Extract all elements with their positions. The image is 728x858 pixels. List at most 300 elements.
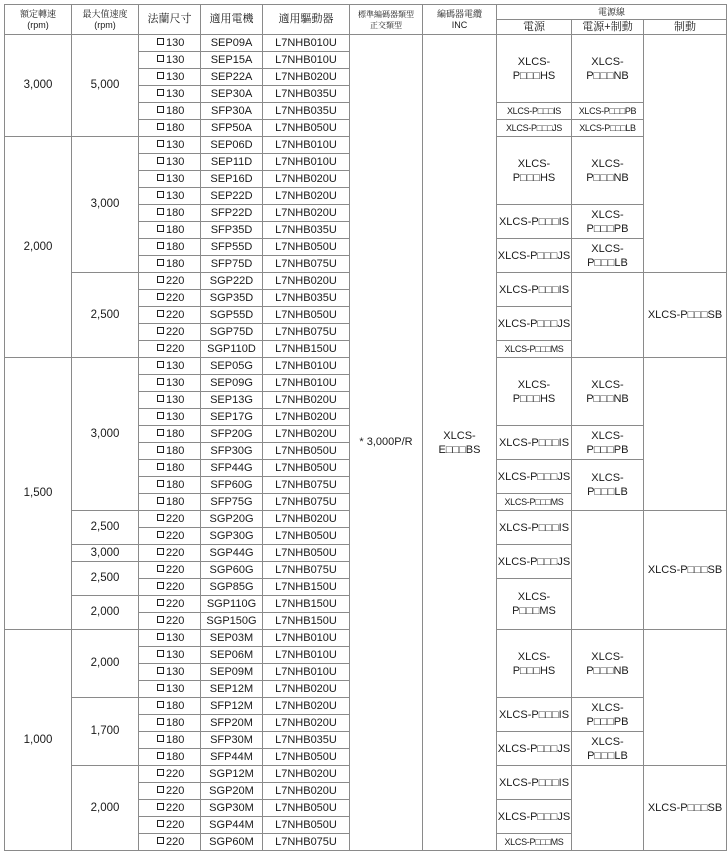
flange-value: 180 xyxy=(166,750,185,763)
flange-square-icon xyxy=(157,327,164,334)
flange-square-icon xyxy=(157,752,164,759)
motor-cell: SGP110D xyxy=(201,341,263,358)
power-cable-cell: XLCS-P□□□IS xyxy=(497,511,572,545)
flange-value: 130 xyxy=(166,87,185,100)
brake-cable-cell: XLCS-P□□□SB xyxy=(644,766,727,851)
flange-square-icon xyxy=(157,412,164,419)
flange-square-icon xyxy=(157,191,164,198)
driver-cell: L7NHB050U xyxy=(263,749,350,766)
flange-cell xyxy=(139,120,201,137)
flange-square-icon xyxy=(157,123,164,130)
flange-value: 130 xyxy=(166,172,185,185)
flange-cell xyxy=(139,834,201,851)
flange-square-icon xyxy=(157,174,164,181)
power-cable-cell: XLCS-P□□□MS xyxy=(497,341,572,358)
flange-square-icon xyxy=(157,650,164,657)
brake-cable-cell xyxy=(644,630,727,766)
flange-square-icon xyxy=(157,616,164,623)
flange-cell xyxy=(139,52,201,69)
driver-cell: L7NHB020U xyxy=(263,715,350,732)
flange-cell xyxy=(139,630,201,647)
flange-value: 130 xyxy=(166,648,185,661)
power-brake-cable-cell: XLCS-P□□□PB xyxy=(572,698,644,732)
brake-header: 制動 xyxy=(644,20,727,35)
flange-cell xyxy=(139,766,201,783)
flange-value: 220 xyxy=(166,291,185,304)
flange-value: 180 xyxy=(166,478,185,491)
flange-cell xyxy=(139,103,201,120)
driver-cell: L7NHB050U xyxy=(263,307,350,324)
flange-square-icon xyxy=(157,837,164,844)
power-cable-cell: XLCS-P□□□JS xyxy=(497,800,572,834)
flange-cell xyxy=(139,273,201,290)
driver-cell: L7NHB020U xyxy=(263,426,350,443)
flange-square-icon xyxy=(157,446,164,453)
flange-value: 180 xyxy=(166,427,185,440)
motor-cell: SEP12M xyxy=(201,681,263,698)
motor-cell: SFP30G xyxy=(201,443,263,460)
flange-cell xyxy=(139,137,201,154)
rated-speed-cell: 1,000 xyxy=(5,630,72,851)
flange-cell xyxy=(139,511,201,528)
power-cable-cell: XLCS-P□□□MS xyxy=(497,579,572,630)
flange-square-icon xyxy=(157,514,164,521)
motor-cell: SGP12M xyxy=(201,766,263,783)
flange-value: 180 xyxy=(166,461,185,474)
motor-cell: SFP22D xyxy=(201,205,263,222)
max-speed-cell: 2,500 xyxy=(72,511,139,545)
driver-cell: L7NHB010U xyxy=(263,664,350,681)
driver-cell: L7NHB010U xyxy=(263,35,350,52)
flange-square-icon xyxy=(157,684,164,691)
flange-value: 180 xyxy=(166,495,185,508)
max-speed-cell: 2,500 xyxy=(72,273,139,358)
motor-cell: SEP09A xyxy=(201,35,263,52)
max-speed-unit: (rpm) xyxy=(94,19,116,30)
power-brake-cable-cell: XLCS-P□□□NB xyxy=(572,137,644,205)
flange-value: 180 xyxy=(166,733,185,746)
motor-cell: SGP22D xyxy=(201,273,263,290)
flange-square-icon xyxy=(157,395,164,402)
power-cable-cell: XLCS-P□□□JS xyxy=(497,120,572,137)
flange-value: 180 xyxy=(166,104,185,117)
driver-cell: L7NHB075U xyxy=(263,477,350,494)
flange-value: 130 xyxy=(166,189,185,202)
max-speed-cell: 2,000 xyxy=(72,630,139,698)
driver-cell: L7NHB020U xyxy=(263,766,350,783)
motor-cell: SEP13G xyxy=(201,392,263,409)
motor-cell: SGP60M xyxy=(201,834,263,851)
power-cable-cell: XLCS-P□□□IS xyxy=(497,205,572,239)
flange-value: 180 xyxy=(166,444,185,457)
driver-cell: L7NHB010U xyxy=(263,52,350,69)
flange-square-icon xyxy=(157,72,164,79)
driver-cell: L7NHB020U xyxy=(263,698,350,715)
power-cable-cell: XLCS-P□□□JS xyxy=(497,239,572,273)
flange-value: 220 xyxy=(166,767,185,780)
driver-cell: L7NHB020U xyxy=(263,205,350,222)
driver-cell: L7NHB010U xyxy=(263,647,350,664)
flange-cell xyxy=(139,545,201,562)
motor-cell: SGP75D xyxy=(201,324,263,341)
flange-square-icon xyxy=(157,344,164,351)
flange-value: 220 xyxy=(166,597,185,610)
motor-cell: SGP55D xyxy=(201,307,263,324)
rated-speed-cell: 1,500 xyxy=(5,358,72,630)
flange-square-icon xyxy=(157,531,164,538)
power-cable-cell: XLCS-P□□□HS xyxy=(497,137,572,205)
max-speed-cell: 5,000 xyxy=(72,35,139,137)
flange-value: 180 xyxy=(166,716,185,729)
power-brake-cable-cell xyxy=(572,273,644,358)
driver-cell: L7NHB020U xyxy=(263,69,350,86)
flange-square-icon xyxy=(157,548,164,555)
motor-cell: SEP16D xyxy=(201,171,263,188)
power-cable-header: 電源線 xyxy=(497,5,727,20)
flange-cell xyxy=(139,256,201,273)
flange-cell xyxy=(139,307,201,324)
rated-speed-header xyxy=(5,5,72,35)
flange-cell xyxy=(139,596,201,613)
driver-cell: L7NHB050U xyxy=(263,120,350,137)
flange-cell xyxy=(139,494,201,511)
power-brake-cable-cell: XLCS-P□□□NB xyxy=(572,35,644,103)
power-cable-cell: XLCS-P□□□JS xyxy=(497,545,572,579)
flange-cell xyxy=(139,69,201,86)
motor-cell: SGP30M xyxy=(201,800,263,817)
flange-value: 220 xyxy=(166,325,185,338)
driver-cell: L7NHB075U xyxy=(263,562,350,579)
power-brake-header: 電源+制動 xyxy=(572,20,644,35)
flange-value: 130 xyxy=(166,155,185,168)
flange-value: 130 xyxy=(166,53,185,66)
driver-cell: L7NHB020U xyxy=(263,273,350,290)
rated-speed-cell: 3,000 xyxy=(5,35,72,137)
motor-cell: SFP30M xyxy=(201,732,263,749)
power-cable-cell: XLCS-P□□□IS xyxy=(497,273,572,307)
flange-square-icon xyxy=(157,225,164,232)
flange-square-icon xyxy=(157,242,164,249)
driver-cell: L7NHB035U xyxy=(263,290,350,307)
flange-square-icon xyxy=(157,497,164,504)
motor-cell: SEP09G xyxy=(201,375,263,392)
driver-cell: L7NHB010U xyxy=(263,630,350,647)
flange-square-icon xyxy=(157,361,164,368)
brake-cable-cell xyxy=(644,358,727,511)
flange-square-icon xyxy=(157,565,164,572)
power-cable-cell: XLCS-P□□□JS xyxy=(497,732,572,766)
flange-value: 180 xyxy=(166,206,185,219)
encoder-cable-sublabel: INC xyxy=(451,19,468,30)
brake-cable-cell: XLCS-P□□□SB xyxy=(644,511,727,630)
flange-square-icon xyxy=(157,429,164,436)
driver-cell: L7NHB010U xyxy=(263,137,350,154)
flange-cell xyxy=(139,800,201,817)
motor-cell: SEP06D xyxy=(201,137,263,154)
motor-cell: SFP75D xyxy=(201,256,263,273)
power-cable-cell: XLCS-P□□□MS xyxy=(497,494,572,511)
flange-value: 130 xyxy=(166,393,185,406)
flange-square-icon xyxy=(157,89,164,96)
flange-cell xyxy=(139,426,201,443)
flange-square-icon xyxy=(157,38,164,45)
flange-cell xyxy=(139,460,201,477)
driver-cell: L7NHB150U xyxy=(263,341,350,358)
motor-cell: SFP44M xyxy=(201,749,263,766)
motor-cell: SGP35D xyxy=(201,290,263,307)
driver-cell: L7NHB020U xyxy=(263,188,350,205)
driver-cell: L7NHB150U xyxy=(263,596,350,613)
motor-cell: SFP20M xyxy=(201,715,263,732)
flange-cell xyxy=(139,341,201,358)
motor-header: 適用電機 xyxy=(201,5,263,35)
flange-cell xyxy=(139,579,201,596)
driver-cell: L7NHB075U xyxy=(263,834,350,851)
encoder-type-label: 標準編碼器類型 xyxy=(358,9,414,19)
motor-cell: SEP17G xyxy=(201,409,263,426)
power-cable-cell: XLCS-P□□□JS xyxy=(497,307,572,341)
motor-cell: SGP85G xyxy=(201,579,263,596)
max-speed-cell: 3,000 xyxy=(72,545,139,562)
flange-value: 220 xyxy=(166,563,185,576)
flange-cell xyxy=(139,749,201,766)
flange-square-icon xyxy=(157,735,164,742)
power-cable-cell: XLCS-P□□□HS xyxy=(497,358,572,426)
flange-value: 130 xyxy=(166,359,185,372)
flange-square-icon xyxy=(157,293,164,300)
driver-cell: L7NHB020U xyxy=(263,409,350,426)
flange-value: 220 xyxy=(166,274,185,287)
power-cable-cell: XLCS-P□□□IS xyxy=(497,766,572,800)
flange-value: 180 xyxy=(166,240,185,253)
encoder-type-sublabel: 正交類型 xyxy=(370,20,402,30)
flange-square-icon xyxy=(157,769,164,776)
flange-cell xyxy=(139,443,201,460)
power-brake-cable-cell: XLCS-P□□□LB xyxy=(572,732,644,766)
flange-value: 220 xyxy=(166,308,185,321)
max-speed-label: 最大值速度 xyxy=(82,8,128,19)
flange-cell xyxy=(139,290,201,307)
max-speed-cell: 2,000 xyxy=(72,766,139,851)
flange-value: 130 xyxy=(166,665,185,678)
driver-cell: L7NHB075U xyxy=(263,324,350,341)
driver-cell: L7NHB010U xyxy=(263,358,350,375)
flange-cell xyxy=(139,528,201,545)
power-cable-cell: XLCS-P□□□MS xyxy=(497,834,572,851)
power-brake-cable-cell: XLCS-P□□□PB xyxy=(572,426,644,460)
flange-square-icon xyxy=(157,480,164,487)
encoder-cable-cell: XLCS-E□□□BS xyxy=(423,35,497,851)
flange-cell xyxy=(139,681,201,698)
flange-cell xyxy=(139,358,201,375)
flange-square-icon xyxy=(157,157,164,164)
flange-cell xyxy=(139,562,201,579)
driver-cell: L7NHB035U xyxy=(263,86,350,103)
flange-cell xyxy=(139,222,201,239)
max-speed-cell: 2,000 xyxy=(72,596,139,630)
power-brake-cable-cell: XLCS-P□□□LB xyxy=(572,120,644,137)
table-row xyxy=(5,35,727,52)
driver-cell: L7NHB050U xyxy=(263,545,350,562)
motor-cell: SGP20G xyxy=(201,511,263,528)
flange-cell xyxy=(139,698,201,715)
driver-cell: L7NHB020U xyxy=(263,511,350,528)
flange-value: 220 xyxy=(166,801,185,814)
flange-square-icon xyxy=(157,140,164,147)
flange-value: 130 xyxy=(166,70,185,83)
power-brake-cable-cell xyxy=(572,511,644,630)
brake-cable-cell: XLCS-P□□□SB xyxy=(644,273,727,358)
flange-value: 130 xyxy=(166,631,185,644)
flange-square-icon xyxy=(157,106,164,113)
driver-cell: L7NHB050U xyxy=(263,817,350,834)
flange-cell xyxy=(139,171,201,188)
driver-cell: L7NHB150U xyxy=(263,579,350,596)
flange-value: 130 xyxy=(166,376,185,389)
motor-cell: SGP110G xyxy=(201,596,263,613)
flange-square-icon xyxy=(157,55,164,62)
flange-value: 220 xyxy=(166,835,185,848)
encoder-type-header xyxy=(350,5,423,35)
flange-cell xyxy=(139,613,201,630)
motor-cell: SEP15A xyxy=(201,52,263,69)
motor-cell: SGP44M xyxy=(201,817,263,834)
driver-cell: L7NHB010U xyxy=(263,375,350,392)
power-brake-cable-cell: XLCS-P□□□NB xyxy=(572,358,644,426)
flange-value: 130 xyxy=(166,410,185,423)
flange-cell xyxy=(139,477,201,494)
driver-cell: L7NHB075U xyxy=(263,256,350,273)
flange-square-icon xyxy=(157,599,164,606)
driver-cell: L7NHB020U xyxy=(263,783,350,800)
power-header: 電源 xyxy=(497,20,572,35)
flange-value: 180 xyxy=(166,223,185,236)
flange-square-icon xyxy=(157,310,164,317)
flange-value: 220 xyxy=(166,546,185,559)
power-cable-cell: XLCS-P□□□JS xyxy=(497,460,572,494)
flange-square-icon xyxy=(157,208,164,215)
driver-cell: L7NHB050U xyxy=(263,239,350,256)
flange-square-icon xyxy=(157,667,164,674)
encoder-cable-label: 編碼器電纜 xyxy=(436,8,482,19)
motor-cable-spec-table xyxy=(4,4,727,851)
power-cable-cell: XLCS-P□□□IS xyxy=(497,426,572,460)
flange-value: 220 xyxy=(166,614,185,627)
spec-table-body xyxy=(5,5,727,851)
flange-square-icon xyxy=(157,718,164,725)
power-brake-cable-cell: XLCS-P□□□LB xyxy=(572,460,644,511)
flange-cell xyxy=(139,732,201,749)
flange-cell xyxy=(139,715,201,732)
flange-value: 130 xyxy=(166,138,185,151)
motor-cell: SEP03M xyxy=(201,630,263,647)
max-speed-header xyxy=(72,5,139,35)
flange-square-icon xyxy=(157,701,164,708)
flange-cell xyxy=(139,783,201,800)
encoder-type-cell: * 3,000P/R xyxy=(350,35,423,851)
motor-cell: SEP11D xyxy=(201,154,263,171)
flange-square-icon xyxy=(157,786,164,793)
max-speed-cell: 2,500 xyxy=(72,562,139,596)
flange-square-icon xyxy=(157,803,164,810)
motor-cell: SEP05G xyxy=(201,358,263,375)
driver-cell: L7NHB010U xyxy=(263,154,350,171)
motor-cell: SFP35D xyxy=(201,222,263,239)
power-brake-cable-cell: XLCS-P□□□NB xyxy=(572,630,644,698)
flange-value: 220 xyxy=(166,512,185,525)
flange-value: 180 xyxy=(166,121,185,134)
flange-value: 130 xyxy=(166,682,185,695)
flange-value: 220 xyxy=(166,784,185,797)
flange-cell xyxy=(139,392,201,409)
flange-header: 法蘭尺寸 xyxy=(139,5,201,35)
driver-cell: L7NHB050U xyxy=(263,528,350,545)
brake-cable-cell xyxy=(644,35,727,273)
flange-cell xyxy=(139,647,201,664)
motor-cell: SFP20G xyxy=(201,426,263,443)
driver-cell: L7NHB020U xyxy=(263,681,350,698)
flange-value: 220 xyxy=(166,529,185,542)
power-brake-cable-cell: XLCS-P□□□PB xyxy=(572,205,644,239)
flange-square-icon xyxy=(157,378,164,385)
flange-cell xyxy=(139,205,201,222)
flange-value: 130 xyxy=(166,36,185,49)
driver-cell: L7NHB035U xyxy=(263,732,350,749)
flange-cell xyxy=(139,188,201,205)
motor-cell: SGP150G xyxy=(201,613,263,630)
driver-cell: L7NHB150U xyxy=(263,613,350,630)
flange-value: 220 xyxy=(166,818,185,831)
power-cable-cell: XLCS-P□□□IS xyxy=(497,103,572,120)
power-brake-cable-cell: XLCS-P□□□PB xyxy=(572,103,644,120)
driver-header: 適用驅動器 xyxy=(263,5,350,35)
flange-square-icon xyxy=(157,463,164,470)
motor-cell: SEP22D xyxy=(201,188,263,205)
motor-cell: SGP30G xyxy=(201,528,263,545)
flange-cell xyxy=(139,409,201,426)
flange-square-icon xyxy=(157,276,164,283)
flange-square-icon xyxy=(157,582,164,589)
driver-cell: L7NHB050U xyxy=(263,800,350,817)
motor-cell: SFP44G xyxy=(201,460,263,477)
flange-cell xyxy=(139,35,201,52)
flange-cell xyxy=(139,239,201,256)
rated-speed-label: 額定轉速 xyxy=(19,8,56,19)
driver-cell: L7NHB035U xyxy=(263,222,350,239)
motor-cell: SFP30A xyxy=(201,103,263,120)
power-brake-cable-cell: XLCS-P□□□LB xyxy=(572,239,644,273)
motor-cell: SFP50A xyxy=(201,120,263,137)
driver-cell: L7NHB050U xyxy=(263,460,350,477)
driver-cell: L7NHB035U xyxy=(263,103,350,120)
power-brake-cable-cell xyxy=(572,766,644,851)
flange-value: 220 xyxy=(166,342,185,355)
motor-cell: SFP60G xyxy=(201,477,263,494)
flange-cell xyxy=(139,324,201,341)
flange-value: 220 xyxy=(166,580,185,593)
motor-cell: SGP20M xyxy=(201,783,263,800)
motor-cell: SFP75G xyxy=(201,494,263,511)
power-cable-cell: XLCS-P□□□IS xyxy=(497,698,572,732)
flange-cell xyxy=(139,817,201,834)
motor-cell: SGP44G xyxy=(201,545,263,562)
encoder-cable-header xyxy=(423,5,497,35)
motor-cell: SEP06M xyxy=(201,647,263,664)
max-speed-cell: 1,700 xyxy=(72,698,139,766)
flange-value: 180 xyxy=(166,257,185,270)
motor-cell: SEP09M xyxy=(201,664,263,681)
power-cable-cell: XLCS-P□□□HS xyxy=(497,630,572,698)
